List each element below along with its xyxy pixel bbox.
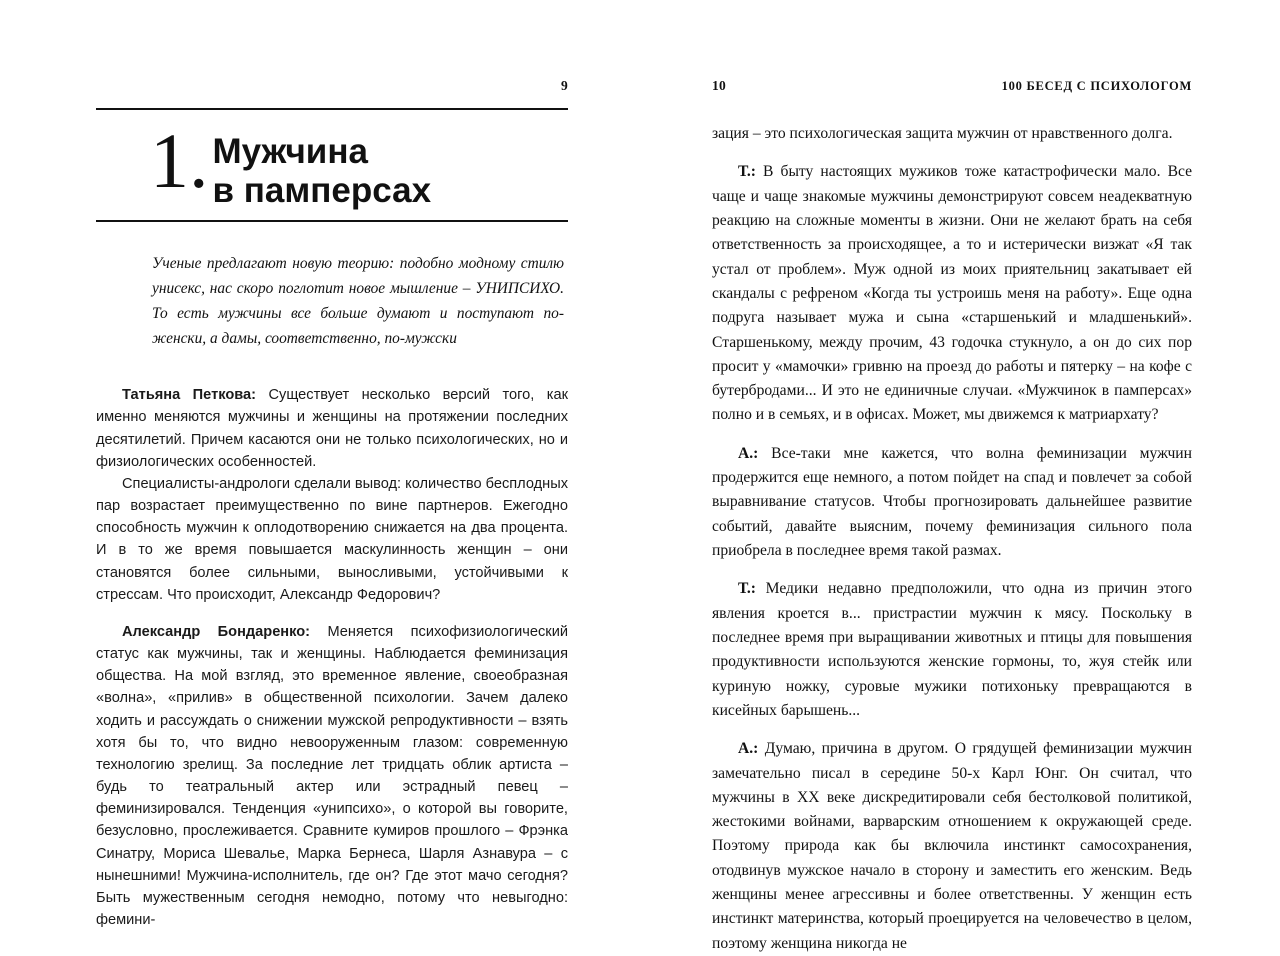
paragraph-text: Меняется психофизиологический статус как мужчины, так и женщины. Наблюдается феминизация общества. На мой взгляд, это временное явление, своеобразная «волна», «прилив» в общественной психологии. Зачем далеко ходить и рассуждать о снижении мужской репродуктивности – взять хотя бы то, что видно невооруженным глазом: современную технологию зрелищ. За последние лет тридцать облик артиста – будь то театральный актер или эстрадный певец – феминизировался. Тенденция «унипсихо», о которой вы говорите, безусловно, прослеживается. Сравните кумиров прошлого – Фрэнка Синатру, Мориса Шевалье, Марка Бернеса, Шарля Азнавура – с нынешними! Мужчина-исполнитель, где он? Где этот мачо сегодня? Быть мужественным сегодня немодно, потому что невыгодно: фемини- <box>96 623 568 929</box>
chapter-rule-bottom <box>96 220 568 222</box>
paragraph <box>712 577 1192 723</box>
chapter-title-line-2: в памперсах <box>212 171 432 211</box>
paragraph-text: В быту настоящих мужиков тоже катастрофически мало. Все чаще и чаще знакомые мужчины демонстрируют совсем неадекватную реакцию на сложные моменты в жизни. Они не желают брать на себя ответственность за происходящее, а то и истерически визжат «Я так устал от проблем». Муж одной из моих приятельниц закатывает ей скандалы с рефреном «Когда ты устроишь меня на работу». Еще одна подруга называет мужа и сына «старшенький и младшенький». Старшенькому, между прочим, 43 годочка стукнуло, а он до сих пор просит у «мамочки» гривню на проезд до работы и пятерку – на кофе с бутербродами... И это не единичные случаи. «Мужчинок в памперсах» полно и в семьях, и в офисах. Может, мы движемся к матриархату? <box>712 163 1192 424</box>
speaker-name: А.: <box>738 444 759 462</box>
speaker-name: А.: <box>738 740 759 758</box>
chapter-number: 1. <box>150 117 209 204</box>
running-head-left <box>96 78 568 96</box>
paragraph-text: Медики недавно предположили, что одна из причин этого явления кроется в... пристрастии мужчин к мясу. Поскольку в последнее время при выращивании животных и птицы для повышения продуктивности используются женские гормоны, то, жуя стейк или куриную ножку, суровые мужики потихоньку превращаются в кисейных барышень... <box>712 580 1192 719</box>
page-number-right: 10 <box>712 78 727 93</box>
speaker-name: Т.: <box>738 580 756 598</box>
paragraph <box>712 737 1192 956</box>
chapter-title-line-1: Мужчина <box>212 132 368 171</box>
page-number-left: 9 <box>560 78 568 93</box>
paragraph <box>96 384 568 473</box>
running-title: 100 БЕСЕД С ПСИХОЛОГОМ <box>1001 79 1192 93</box>
paragraph <box>96 473 568 606</box>
chapter-lede: Ученые предлагают новую теорию: подобно модному стилю унисекс, нас скоро поглотит новое мышление – УНИПСИХО. То есть мужчины все больше думают и поступают по-женски, а дамы, соответственно, по-мужски <box>152 255 564 348</box>
paragraph-text: зация – это психологическая защита мужчин от нравственного долга. <box>712 125 1173 142</box>
paragraph-text: Все-таки мне кажется, что волна феминизации мужчин продержится еще немного, а потом пойдет на спад и повлечет за собой выравнивание статусов. Чтобы прогнозировать дальнейшее развитие событий, давайте выясним, почему феминизация сильного пола приобрела в последнее время такой размах. <box>712 444 1192 559</box>
paragraph-text: Существует несколько версий того, как именно меняются мужчины и женщины на протяжении последних десятилетий. Причем касаются они не только психологических, но и физиологических особенностей. <box>96 387 568 470</box>
chapter-title <box>213 124 432 210</box>
speaker-name: Татьяна Петкова: <box>122 387 257 404</box>
page-left <box>0 0 640 929</box>
paragraph <box>712 160 1192 427</box>
paragraph-text: Думаю, причина в другом. О грядущей феминизации мужчин замечательно писал в середине 50-х Карл Юнг. Он считал, что мужчины в XX веке дискредитировали себя бестолковой политикой, жестокими войнами, варварским отношением к окружающей среде. Поэтому природа как бы включила инстинкт самосохранения, отодвинув мужское начало в сторону и заместить его женским. Ведь женщины менее агрессивны и более ответственны. У женщин есть инстинкт материнства, который проецируется на человечество в целом, поэтому женщина никогда не <box>712 740 1192 952</box>
right-body-text <box>712 122 1192 956</box>
page-right <box>640 0 1280 952</box>
left-body-text <box>96 384 568 931</box>
paragraph <box>96 621 568 931</box>
paragraph <box>712 442 1192 564</box>
speaker-name: Т.: <box>738 163 756 181</box>
running-head-right <box>712 78 1192 96</box>
paragraph <box>712 122 1192 146</box>
speaker-name: Александр Бондаренко: <box>122 623 311 640</box>
paragraph-text: Специалисты-андрологи сделали вывод: количество бесплодных пар возрастает преимущественно по вине партнеров. Ежегодно способность мужчин к оплодотворению снижается на два процента. И в то же время повышается маскулинность женщин – они становятся более сильными, выносливыми, устойчивыми к стрессам. Что происходит, Александр Федорович? <box>96 475 568 603</box>
chapter-heading <box>96 110 568 216</box>
